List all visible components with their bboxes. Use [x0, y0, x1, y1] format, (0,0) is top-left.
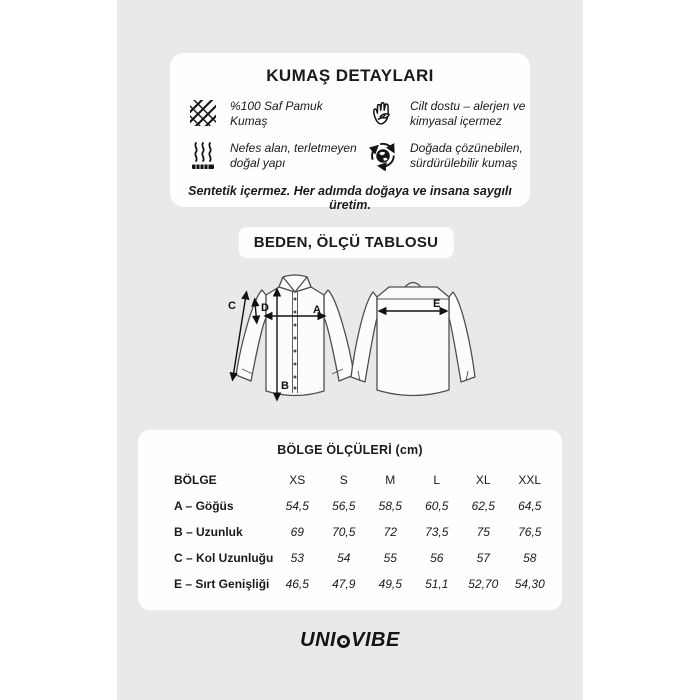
fabric-card-title: KUMAŞ DETAYLARI	[266, 66, 434, 85]
brand-logo	[0, 629, 700, 652]
size-header-m: M	[385, 473, 396, 487]
size-table-title: BÖLGE ÖLÇÜLERİ (cm)	[277, 443, 423, 457]
feature-grid	[170, 97, 530, 175]
earth-recycle-icon	[368, 139, 398, 171]
size-table-card	[138, 430, 562, 610]
table-row-chest: A – Göğüs 54,5 56,5 58,5 60,5 62,5 64,5	[174, 499, 542, 513]
label-c: C	[228, 300, 236, 312]
front-shirt	[236, 275, 354, 396]
feature-cotton	[188, 97, 368, 133]
logo-text-uni: UNI	[300, 629, 337, 651]
logo-q-icon	[337, 635, 350, 648]
label-a: A	[313, 304, 321, 316]
table-row-length: B – Uzunluk 69 70,5 72 73,5 75 76,5	[174, 525, 542, 539]
hand-leaf-icon	[368, 97, 398, 129]
size-header-xxl: XXL	[518, 473, 542, 487]
size-header-xl: XL	[475, 473, 491, 487]
table-row-back-width: E – Sırt Genişliği 46,5 47,9 49,5 51,1 52,70 54,30	[174, 577, 545, 591]
shirt-measurement-diagram	[222, 273, 492, 425]
feature-biodegradable	[368, 139, 525, 175]
table-row-sleeve: C – Kol Uzunluğu 53 54 55 56 57 58	[174, 551, 537, 565]
label-b: B	[281, 380, 289, 392]
feature-skin-friendly	[368, 97, 525, 133]
feature-text: Cilt dostu – alerjen ve kimyasal içermez	[410, 99, 526, 128]
feature-breathable	[188, 139, 368, 175]
steam-icon	[188, 139, 218, 171]
region-header: BÖLGE	[174, 473, 217, 487]
fabric-card-footnote: Sentetik içermez. Her adımda doğaya ve insana saygılı üretim.	[188, 184, 512, 212]
logo-text-vibe: VIBE	[351, 629, 400, 651]
fabric-swatch-icon	[188, 97, 218, 129]
size-header-s: S	[339, 473, 348, 487]
feature-text: Doğada çözünebilen, sürdürülebilir kumaş	[410, 141, 523, 170]
size-table-header-row	[138, 467, 562, 493]
label-e: E	[433, 298, 441, 310]
back-shirt	[351, 283, 475, 396]
fabric-details-card	[170, 53, 530, 212]
size-section-title: BEDEN, ÖLÇÜ TABLOSU	[239, 227, 454, 258]
feature-text: Nefes alan, terletmeyen doğal yapı	[230, 141, 357, 170]
size-header-l: L	[433, 473, 441, 487]
feature-text: %100 Saf Pamuk Kumaş	[230, 99, 323, 128]
size-header-xs: XS	[289, 473, 306, 487]
label-d: D	[261, 302, 269, 314]
